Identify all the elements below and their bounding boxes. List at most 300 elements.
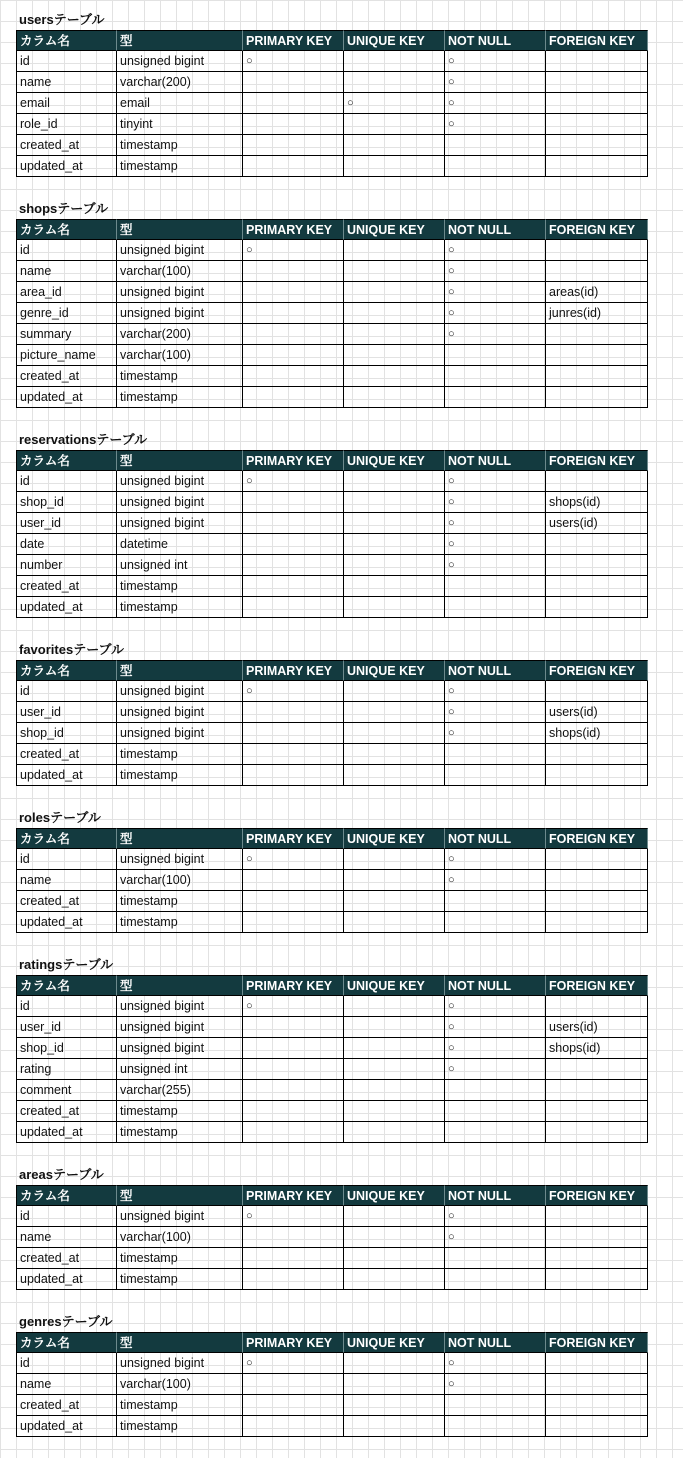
cell-foreign-key[interactable] [546, 891, 648, 912]
cell-primary-key[interactable] [243, 114, 344, 135]
cell-not-null[interactable] [445, 597, 546, 618]
cell-foreign-key[interactable] [546, 1122, 648, 1143]
cell-unique-key[interactable] [344, 1122, 445, 1143]
cell-type[interactable]: unsigned bigint [117, 723, 243, 744]
cell-primary-key[interactable] [243, 534, 344, 555]
cell-type[interactable]: timestamp [117, 576, 243, 597]
cell-primary-key[interactable] [243, 1038, 344, 1059]
cell-not-null[interactable] [445, 765, 546, 786]
cell-not-null[interactable] [445, 576, 546, 597]
cell-type[interactable]: varchar(100) [117, 261, 243, 282]
cell-primary-key[interactable] [243, 366, 344, 387]
cell-unique-key[interactable] [344, 765, 445, 786]
header-cell-unique-key[interactable]: UNIQUE KEY [344, 1332, 445, 1353]
cell-unique-key[interactable] [344, 1206, 445, 1227]
header-cell-column-name[interactable]: カラム名 [16, 828, 117, 849]
cell-primary-key[interactable] [243, 282, 344, 303]
cell-primary-key[interactable] [243, 1059, 344, 1080]
cell-column-name[interactable]: created_at [16, 1395, 117, 1416]
cell-column-name[interactable]: id [16, 849, 117, 870]
cell-unique-key[interactable] [344, 1017, 445, 1038]
cell-column-name[interactable]: id [16, 240, 117, 261]
cell-type[interactable]: datetime [117, 534, 243, 555]
cell-foreign-key[interactable] [546, 1248, 648, 1269]
cell-foreign-key[interactable]: areas(id) [546, 282, 648, 303]
cell-foreign-key[interactable] [546, 114, 648, 135]
cell-primary-key[interactable]: ○ [243, 51, 344, 72]
header-cell-foreign-key[interactable]: FOREIGN KEY [546, 1332, 648, 1353]
header-cell-type[interactable]: 型 [117, 219, 243, 240]
cell-primary-key[interactable] [243, 870, 344, 891]
cell-foreign-key[interactable] [546, 324, 648, 345]
cell-not-null[interactable]: ○ [445, 534, 546, 555]
cell-column-name[interactable]: comment [16, 1080, 117, 1101]
cell-type[interactable]: unsigned int [117, 555, 243, 576]
cell-not-null[interactable]: ○ [445, 723, 546, 744]
cell-type[interactable]: unsigned bigint [117, 849, 243, 870]
header-cell-foreign-key[interactable]: FOREIGN KEY [546, 30, 648, 51]
cell-primary-key[interactable]: ○ [243, 681, 344, 702]
cell-not-null[interactable]: ○ [445, 492, 546, 513]
header-cell-primary-key[interactable]: PRIMARY KEY [243, 30, 344, 51]
cell-primary-key[interactable] [243, 744, 344, 765]
header-cell-foreign-key[interactable]: FOREIGN KEY [546, 219, 648, 240]
cell-type[interactable]: varchar(100) [117, 1374, 243, 1395]
cell-unique-key[interactable] [344, 597, 445, 618]
cell-not-null[interactable]: ○ [445, 303, 546, 324]
cell-not-null[interactable]: ○ [445, 1353, 546, 1374]
cell-column-name[interactable]: name [16, 1374, 117, 1395]
cell-not-null[interactable] [445, 1269, 546, 1290]
cell-type[interactable]: unsigned bigint [117, 681, 243, 702]
header-cell-column-name[interactable]: カラム名 [16, 219, 117, 240]
cell-column-name[interactable]: id [16, 471, 117, 492]
cell-primary-key[interactable] [243, 1374, 344, 1395]
cell-not-null[interactable]: ○ [445, 471, 546, 492]
cell-unique-key[interactable] [344, 114, 445, 135]
cell-foreign-key[interactable]: junres(id) [546, 303, 648, 324]
header-cell-not-null[interactable]: NOT NULL [445, 30, 546, 51]
cell-type[interactable]: unsigned bigint [117, 471, 243, 492]
cell-column-name[interactable]: user_id [16, 702, 117, 723]
header-cell-column-name[interactable]: カラム名 [16, 975, 117, 996]
cell-type[interactable]: email [117, 93, 243, 114]
cell-unique-key[interactable] [344, 534, 445, 555]
cell-not-null[interactable] [445, 1248, 546, 1269]
cell-not-null[interactable]: ○ [445, 282, 546, 303]
cell-unique-key[interactable] [344, 261, 445, 282]
header-cell-unique-key[interactable]: UNIQUE KEY [344, 219, 445, 240]
cell-foreign-key[interactable] [546, 765, 648, 786]
cell-not-null[interactable]: ○ [445, 261, 546, 282]
cell-unique-key[interactable] [344, 1227, 445, 1248]
cell-foreign-key[interactable]: users(id) [546, 513, 648, 534]
cell-column-name[interactable]: id [16, 1206, 117, 1227]
table-title[interactable]: rolesテーブル [19, 810, 101, 825]
cell-not-null[interactable]: ○ [445, 1374, 546, 1395]
header-cell-not-null[interactable]: NOT NULL [445, 660, 546, 681]
cell-unique-key[interactable] [344, 72, 445, 93]
cell-unique-key[interactable] [344, 282, 445, 303]
cell-not-null[interactable]: ○ [445, 1038, 546, 1059]
cell-type[interactable]: varchar(100) [117, 1227, 243, 1248]
cell-not-null[interactable]: ○ [445, 555, 546, 576]
cell-column-name[interactable]: updated_at [16, 156, 117, 177]
cell-type[interactable]: timestamp [117, 891, 243, 912]
cell-foreign-key[interactable] [546, 1374, 648, 1395]
header-cell-not-null[interactable]: NOT NULL [445, 219, 546, 240]
cell-type[interactable]: varchar(200) [117, 324, 243, 345]
cell-unique-key[interactable]: ○ [344, 93, 445, 114]
cell-primary-key[interactable] [243, 1269, 344, 1290]
cell-primary-key[interactable] [243, 345, 344, 366]
header-cell-primary-key[interactable]: PRIMARY KEY [243, 828, 344, 849]
cell-foreign-key[interactable] [546, 996, 648, 1017]
cell-foreign-key[interactable]: users(id) [546, 702, 648, 723]
cell-not-null[interactable] [445, 891, 546, 912]
cell-column-name[interactable]: created_at [16, 366, 117, 387]
header-cell-type[interactable]: 型 [117, 660, 243, 681]
cell-column-name[interactable]: id [16, 996, 117, 1017]
cell-unique-key[interactable] [344, 849, 445, 870]
cell-unique-key[interactable] [344, 1059, 445, 1080]
header-cell-primary-key[interactable]: PRIMARY KEY [243, 219, 344, 240]
cell-unique-key[interactable] [344, 1353, 445, 1374]
header-cell-primary-key[interactable]: PRIMARY KEY [243, 450, 344, 471]
cell-type[interactable]: varchar(100) [117, 345, 243, 366]
table-title[interactable]: shopsテーブル [19, 201, 109, 216]
cell-foreign-key[interactable] [546, 93, 648, 114]
cell-primary-key[interactable] [243, 597, 344, 618]
cell-foreign-key[interactable] [546, 1353, 648, 1374]
cell-unique-key[interactable] [344, 1080, 445, 1101]
cell-unique-key[interactable] [344, 135, 445, 156]
cell-unique-key[interactable] [344, 1269, 445, 1290]
cell-column-name[interactable]: picture_name [16, 345, 117, 366]
header-cell-foreign-key[interactable]: FOREIGN KEY [546, 660, 648, 681]
cell-foreign-key[interactable] [546, 534, 648, 555]
table-title[interactable]: favoritesテーブル [19, 642, 125, 657]
cell-column-name[interactable]: created_at [16, 1248, 117, 1269]
header-cell-column-name[interactable]: カラム名 [16, 30, 117, 51]
cell-foreign-key[interactable] [546, 912, 648, 933]
cell-column-name[interactable]: updated_at [16, 912, 117, 933]
cell-unique-key[interactable] [344, 387, 445, 408]
cell-primary-key[interactable] [243, 492, 344, 513]
header-cell-foreign-key[interactable]: FOREIGN KEY [546, 975, 648, 996]
header-cell-not-null[interactable]: NOT NULL [445, 1332, 546, 1353]
cell-type[interactable]: timestamp [117, 1101, 243, 1122]
cell-primary-key[interactable] [243, 912, 344, 933]
cell-column-name[interactable]: area_id [16, 282, 117, 303]
cell-column-name[interactable]: created_at [16, 891, 117, 912]
cell-not-null[interactable] [445, 1395, 546, 1416]
cell-type[interactable]: tinyint [117, 114, 243, 135]
cell-column-name[interactable]: updated_at [16, 387, 117, 408]
cell-primary-key[interactable]: ○ [243, 849, 344, 870]
cell-type[interactable]: timestamp [117, 744, 243, 765]
cell-primary-key[interactable] [243, 72, 344, 93]
cell-not-null[interactable]: ○ [445, 996, 546, 1017]
cell-foreign-key[interactable] [546, 849, 648, 870]
cell-type[interactable]: timestamp [117, 597, 243, 618]
cell-column-name[interactable]: name [16, 72, 117, 93]
table-title[interactable]: genresテーブル [19, 1314, 113, 1329]
cell-column-name[interactable]: updated_at [16, 1269, 117, 1290]
cell-foreign-key[interactable] [546, 744, 648, 765]
cell-column-name[interactable]: updated_at [16, 1122, 117, 1143]
cell-unique-key[interactable] [344, 156, 445, 177]
cell-column-name[interactable]: genre_id [16, 303, 117, 324]
cell-type[interactable]: varchar(255) [117, 1080, 243, 1101]
cell-type[interactable]: unsigned bigint [117, 303, 243, 324]
cell-foreign-key[interactable] [546, 51, 648, 72]
cell-primary-key[interactable] [243, 555, 344, 576]
cell-foreign-key[interactable] [546, 1416, 648, 1437]
cell-column-name[interactable]: created_at [16, 576, 117, 597]
cell-unique-key[interactable] [344, 1101, 445, 1122]
cell-not-null[interactable] [445, 366, 546, 387]
cell-foreign-key[interactable] [546, 597, 648, 618]
cell-not-null[interactable]: ○ [445, 93, 546, 114]
cell-column-name[interactable]: updated_at [16, 765, 117, 786]
cell-column-name[interactable]: user_id [16, 513, 117, 534]
cell-type[interactable]: unsigned bigint [117, 702, 243, 723]
cell-foreign-key[interactable]: shops(id) [546, 1038, 648, 1059]
cell-unique-key[interactable] [344, 744, 445, 765]
header-cell-type[interactable]: 型 [117, 828, 243, 849]
cell-primary-key[interactable] [243, 1248, 344, 1269]
cell-column-name[interactable]: name [16, 870, 117, 891]
cell-type[interactable]: unsigned bigint [117, 1038, 243, 1059]
cell-foreign-key[interactable]: shops(id) [546, 723, 648, 744]
cell-column-name[interactable]: id [16, 51, 117, 72]
header-cell-type[interactable]: 型 [117, 1332, 243, 1353]
cell-not-null[interactable] [445, 135, 546, 156]
cell-not-null[interactable] [445, 156, 546, 177]
cell-unique-key[interactable] [344, 555, 445, 576]
header-cell-unique-key[interactable]: UNIQUE KEY [344, 450, 445, 471]
cell-not-null[interactable] [445, 1101, 546, 1122]
table-title[interactable]: reservationsテーブル [19, 432, 148, 447]
cell-primary-key[interactable] [243, 1395, 344, 1416]
cell-foreign-key[interactable] [546, 1395, 648, 1416]
cell-foreign-key[interactable]: shops(id) [546, 492, 648, 513]
cell-not-null[interactable]: ○ [445, 513, 546, 534]
header-cell-unique-key[interactable]: UNIQUE KEY [344, 660, 445, 681]
cell-foreign-key[interactable] [546, 366, 648, 387]
cell-foreign-key[interactable]: users(id) [546, 1017, 648, 1038]
header-cell-unique-key[interactable]: UNIQUE KEY [344, 975, 445, 996]
cell-column-name[interactable]: created_at [16, 135, 117, 156]
cell-primary-key[interactable] [243, 513, 344, 534]
cell-unique-key[interactable] [344, 912, 445, 933]
cell-type[interactable]: timestamp [117, 1395, 243, 1416]
cell-column-name[interactable]: shop_id [16, 492, 117, 513]
cell-column-name[interactable]: rating [16, 1059, 117, 1080]
cell-column-name[interactable]: summary [16, 324, 117, 345]
cell-type[interactable]: timestamp [117, 156, 243, 177]
header-cell-primary-key[interactable]: PRIMARY KEY [243, 975, 344, 996]
cell-type[interactable]: unsigned int [117, 1059, 243, 1080]
cell-primary-key[interactable] [243, 387, 344, 408]
cell-foreign-key[interactable] [546, 345, 648, 366]
cell-type[interactable]: varchar(200) [117, 72, 243, 93]
header-cell-type[interactable]: 型 [117, 1185, 243, 1206]
cell-primary-key[interactable] [243, 576, 344, 597]
cell-type[interactable]: unsigned bigint [117, 1206, 243, 1227]
cell-type[interactable]: timestamp [117, 1248, 243, 1269]
cell-unique-key[interactable] [344, 1416, 445, 1437]
table-title[interactable]: areasテーブル [19, 1167, 104, 1182]
cell-primary-key[interactable] [243, 156, 344, 177]
cell-foreign-key[interactable] [546, 576, 648, 597]
cell-column-name[interactable]: created_at [16, 744, 117, 765]
header-cell-type[interactable]: 型 [117, 450, 243, 471]
cell-type[interactable]: unsigned bigint [117, 996, 243, 1017]
header-cell-not-null[interactable]: NOT NULL [445, 1185, 546, 1206]
cell-not-null[interactable]: ○ [445, 1206, 546, 1227]
cell-primary-key[interactable] [243, 1122, 344, 1143]
cell-column-name[interactable]: shop_id [16, 1038, 117, 1059]
header-cell-column-name[interactable]: カラム名 [16, 660, 117, 681]
cell-not-null[interactable] [445, 387, 546, 408]
cell-foreign-key[interactable] [546, 555, 648, 576]
cell-type[interactable]: timestamp [117, 1122, 243, 1143]
header-cell-unique-key[interactable]: UNIQUE KEY [344, 828, 445, 849]
header-cell-type[interactable]: 型 [117, 30, 243, 51]
cell-foreign-key[interactable] [546, 240, 648, 261]
cell-column-name[interactable]: updated_at [16, 597, 117, 618]
cell-foreign-key[interactable] [546, 1101, 648, 1122]
cell-primary-key[interactable] [243, 303, 344, 324]
cell-foreign-key[interactable] [546, 1059, 648, 1080]
cell-primary-key[interactable]: ○ [243, 1353, 344, 1374]
cell-column-name[interactable]: name [16, 261, 117, 282]
cell-primary-key[interactable] [243, 891, 344, 912]
cell-foreign-key[interactable] [546, 870, 648, 891]
cell-type[interactable]: timestamp [117, 366, 243, 387]
cell-not-null[interactable]: ○ [445, 72, 546, 93]
cell-not-null[interactable] [445, 1080, 546, 1101]
cell-not-null[interactable]: ○ [445, 1017, 546, 1038]
cell-not-null[interactable] [445, 1416, 546, 1437]
cell-type[interactable]: unsigned bigint [117, 513, 243, 534]
cell-foreign-key[interactable] [546, 1080, 648, 1101]
header-cell-primary-key[interactable]: PRIMARY KEY [243, 660, 344, 681]
cell-not-null[interactable] [445, 912, 546, 933]
header-cell-not-null[interactable]: NOT NULL [445, 975, 546, 996]
cell-unique-key[interactable] [344, 996, 445, 1017]
cell-type[interactable]: unsigned bigint [117, 240, 243, 261]
cell-unique-key[interactable] [344, 1374, 445, 1395]
cell-unique-key[interactable] [344, 681, 445, 702]
cell-type[interactable]: timestamp [117, 912, 243, 933]
header-cell-foreign-key[interactable]: FOREIGN KEY [546, 1185, 648, 1206]
cell-primary-key[interactable] [243, 1101, 344, 1122]
cell-column-name[interactable]: shop_id [16, 723, 117, 744]
cell-type[interactable]: unsigned bigint [117, 492, 243, 513]
cell-not-null[interactable]: ○ [445, 51, 546, 72]
cell-not-null[interactable] [445, 345, 546, 366]
cell-not-null[interactable]: ○ [445, 1227, 546, 1248]
header-cell-primary-key[interactable]: PRIMARY KEY [243, 1332, 344, 1353]
cell-unique-key[interactable] [344, 513, 445, 534]
cell-foreign-key[interactable] [546, 1227, 648, 1248]
cell-primary-key[interactable] [243, 1416, 344, 1437]
cell-column-name[interactable]: date [16, 534, 117, 555]
cell-not-null[interactable]: ○ [445, 681, 546, 702]
cell-primary-key[interactable] [243, 723, 344, 744]
cell-primary-key[interactable]: ○ [243, 1206, 344, 1227]
cell-unique-key[interactable] [344, 240, 445, 261]
cell-unique-key[interactable] [344, 702, 445, 723]
cell-unique-key[interactable] [344, 1395, 445, 1416]
cell-unique-key[interactable] [344, 891, 445, 912]
cell-column-name[interactable]: id [16, 681, 117, 702]
cell-not-null[interactable]: ○ [445, 870, 546, 891]
cell-column-name[interactable]: number [16, 555, 117, 576]
cell-primary-key[interactable]: ○ [243, 996, 344, 1017]
cell-type[interactable]: unsigned bigint [117, 282, 243, 303]
cell-foreign-key[interactable] [546, 387, 648, 408]
cell-primary-key[interactable] [243, 135, 344, 156]
cell-unique-key[interactable] [344, 576, 445, 597]
cell-not-null[interactable]: ○ [445, 114, 546, 135]
cell-type[interactable]: timestamp [117, 1269, 243, 1290]
cell-foreign-key[interactable] [546, 156, 648, 177]
cell-unique-key[interactable] [344, 303, 445, 324]
cell-type[interactable]: unsigned bigint [117, 51, 243, 72]
header-cell-not-null[interactable]: NOT NULL [445, 828, 546, 849]
cell-primary-key[interactable] [243, 702, 344, 723]
cell-foreign-key[interactable] [546, 72, 648, 93]
cell-unique-key[interactable] [344, 870, 445, 891]
cell-foreign-key[interactable] [546, 471, 648, 492]
cell-not-null[interactable]: ○ [445, 849, 546, 870]
cell-primary-key[interactable] [243, 93, 344, 114]
cell-primary-key[interactable]: ○ [243, 240, 344, 261]
cell-unique-key[interactable] [344, 345, 445, 366]
cell-not-null[interactable]: ○ [445, 240, 546, 261]
cell-type[interactable]: varchar(100) [117, 870, 243, 891]
header-cell-not-null[interactable]: NOT NULL [445, 450, 546, 471]
cell-primary-key[interactable] [243, 1227, 344, 1248]
cell-primary-key[interactable] [243, 261, 344, 282]
cell-unique-key[interactable] [344, 1248, 445, 1269]
cell-type[interactable]: timestamp [117, 135, 243, 156]
cell-column-name[interactable]: user_id [16, 1017, 117, 1038]
cell-type[interactable]: timestamp [117, 387, 243, 408]
cell-unique-key[interactable] [344, 324, 445, 345]
header-cell-type[interactable]: 型 [117, 975, 243, 996]
cell-primary-key[interactable] [243, 324, 344, 345]
cell-primary-key[interactable] [243, 765, 344, 786]
cell-foreign-key[interactable] [546, 135, 648, 156]
header-cell-column-name[interactable]: カラム名 [16, 1332, 117, 1353]
header-cell-unique-key[interactable]: UNIQUE KEY [344, 30, 445, 51]
header-cell-primary-key[interactable]: PRIMARY KEY [243, 1185, 344, 1206]
header-cell-column-name[interactable]: カラム名 [16, 450, 117, 471]
cell-primary-key[interactable] [243, 1017, 344, 1038]
cell-primary-key[interactable] [243, 1080, 344, 1101]
cell-unique-key[interactable] [344, 51, 445, 72]
table-title[interactable]: ratingsテーブル [19, 957, 114, 972]
cell-unique-key[interactable] [344, 723, 445, 744]
cell-primary-key[interactable]: ○ [243, 471, 344, 492]
cell-unique-key[interactable] [344, 492, 445, 513]
cell-unique-key[interactable] [344, 366, 445, 387]
